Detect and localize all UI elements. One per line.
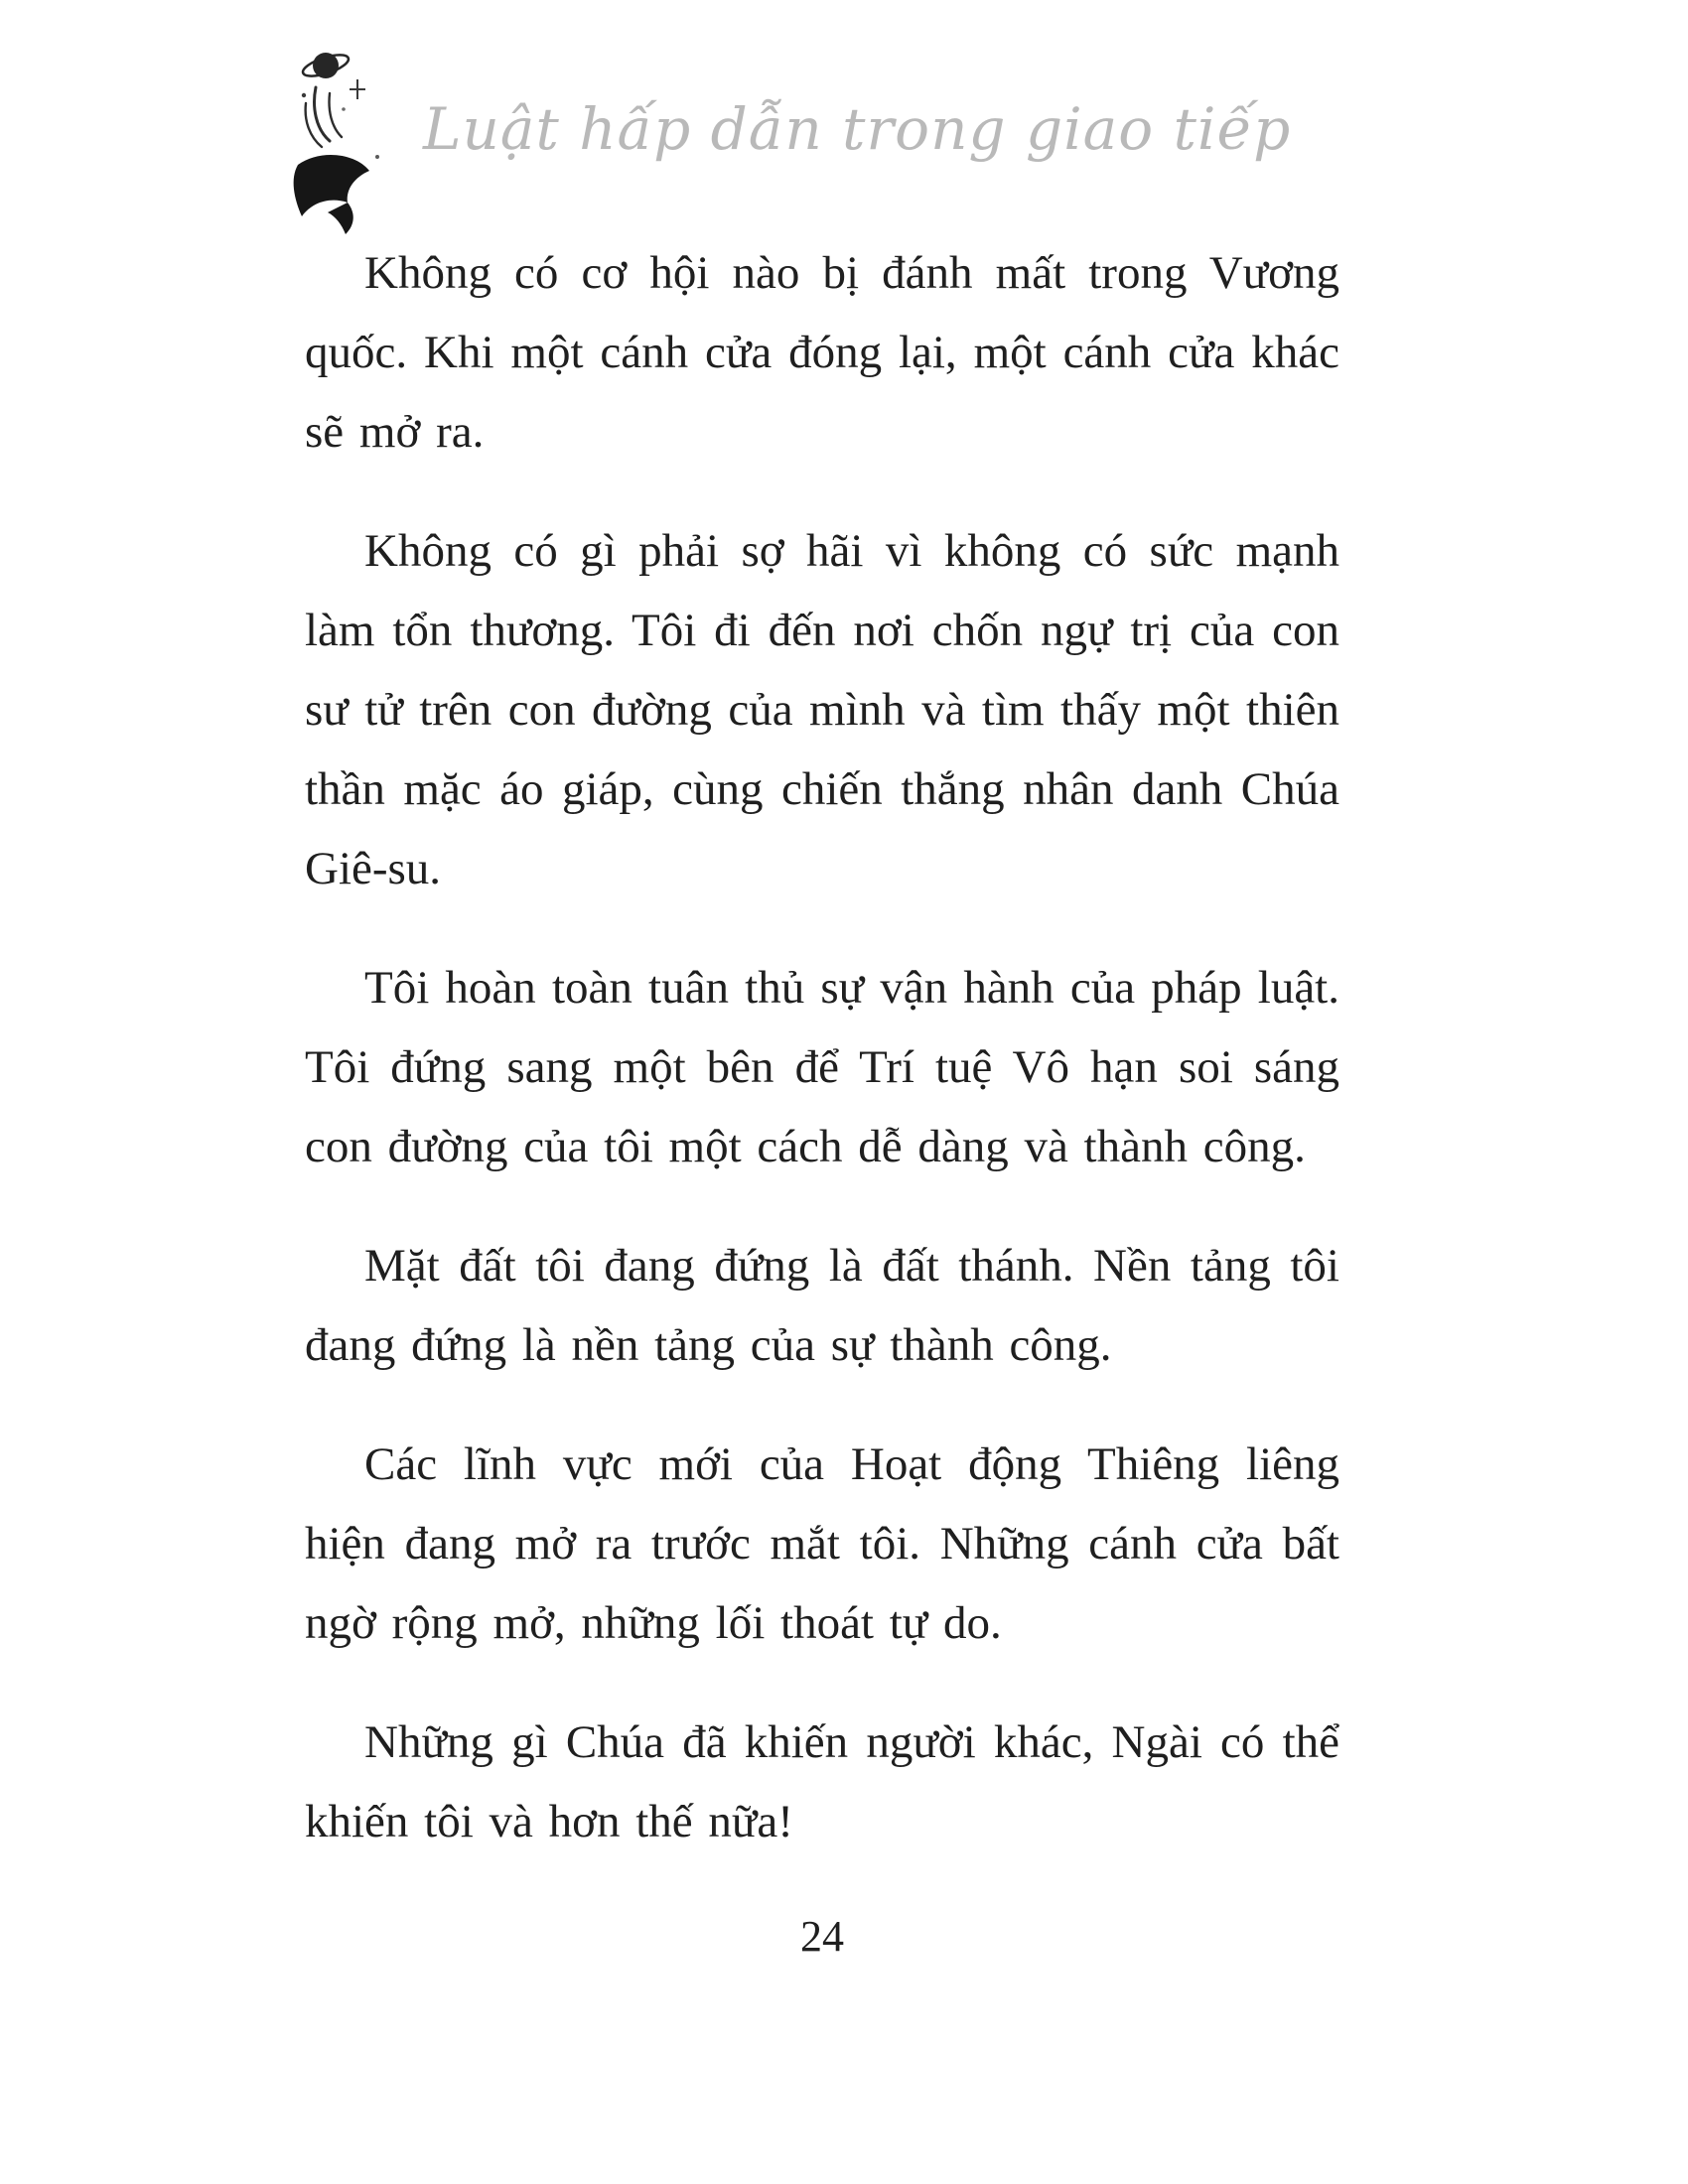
- page-number: 24: [800, 1912, 844, 1961]
- paragraph: Những gì Chúa đã khiến người khác, Ngài có thể khiến tôi và hơn thế nữa!: [305, 1716, 1339, 1847]
- paragraph: Các lĩnh vực mới của Hoạt động Thiêng liêng hiện đang mở ra trước mắt tôi. Những cánh cửa bất ngờ rộng mở, những lối thoát tự do.: [305, 1438, 1339, 1649]
- paragraph: Không có cơ hội nào bị đánh mất trong Vương quốc. Khi một cánh cửa đóng lại, một cánh cửa khác sẽ mở ra.: [305, 247, 1339, 458]
- planet-hand-icon: [286, 38, 405, 246]
- page-footer: [305, 1911, 1339, 1962]
- page-body: [305, 233, 1339, 1901]
- paragraph: Tôi hoàn toàn tuân thủ sự vận hành của pháp luật. Tôi đứng sang một bên để Trí tuệ Vô hạn soi sáng con đường của tôi một cách dễ dàng và thành công.: [305, 962, 1339, 1172]
- paragraph: Không có gì phải sợ hãi vì không có sức mạnh làm tổn thương. Tôi đi đến nơi chốn ngự trị của con sư tử trên con đường của mình và tìm thấy một thiên thần mặc áo giáp, cùng chiến thắng nhân danh Chúa Giê-su.: [305, 525, 1339, 894]
- page-header: [286, 38, 1291, 246]
- page-header-title: Luật hấp dẫn trong giao tiếp: [423, 95, 1292, 163]
- paragraph: Mặt đất tôi đang đứng là đất thánh. Nền tảng tôi đang đứng là nền tảng của sự thành công.: [305, 1240, 1339, 1371]
